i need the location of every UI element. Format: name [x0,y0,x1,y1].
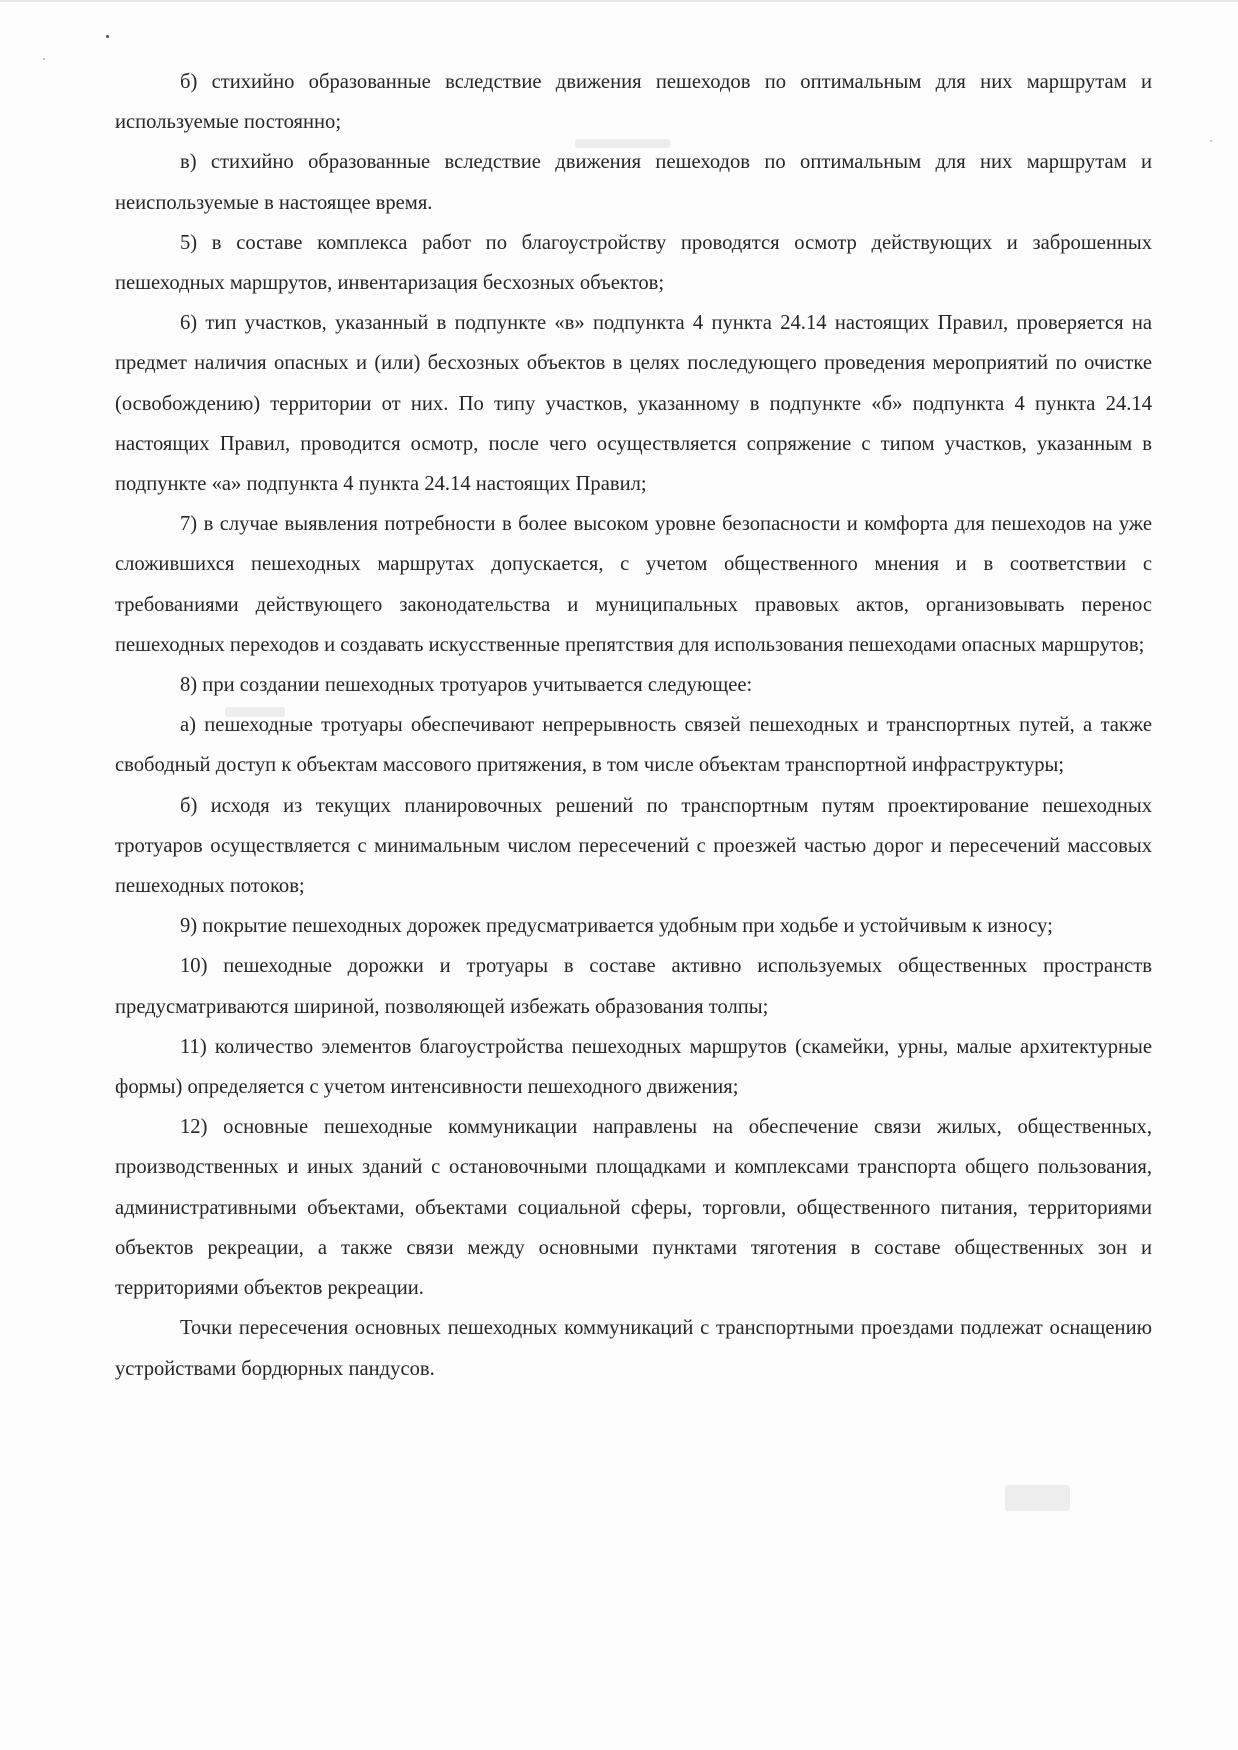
document-body [115,62,1152,1389]
paragraph-10: 10) пешеходные дорожки и тротуары в составе активно используемых общественных пространств предусматриваются шириной, позволяющей избежать образования толпы; [115,955,1152,1018]
scan-speck [106,35,109,38]
paragraph-8b: б) исходя из текущих планировочных решений по транспортным путям проектирование пешеходных тротуаров осуществляется с минимальным числом пересечений с проезжей частью дорог и пересечений массовых пешеходных потоков; [115,794,1152,898]
paragraph-11: 11) количество элементов благоустройства пешеходных маршрутов (скамейки, урны, малые архитектурные формы) определяется с учетом интенсивности пешеходного движения; [115,1035,1152,1099]
scan-speck [1210,140,1212,142]
paragraph-12: 12) основные пешеходные коммуникации направлены на обеспечение связи жилых, общественных, производственных и иных зданий с остановочными площадками и комплексами транспорта общего пользования, административными объектами, объектами социальной сферы, торговли, общественного питания, территориями объектов рекреации, а также связи между основными пунктами тяготения в составе общественных зон и территориями объектов рекреации. [115,1116,1152,1300]
paragraph-crossings: Точки пересечения основных пешеходных коммуникаций с транспортными проездами подлежат оснащению устройствами бордюрных пандусов. [115,1317,1152,1380]
scan-speck [43,58,45,60]
paragraph-4v: в) стихийно образованные вследствие движения пешеходов по оптимальным для них маршрутам и неиспользуемые в настоящее время. [115,151,1152,214]
scan-smudge [1005,1485,1070,1511]
paragraph-5: 5) в составе комплекса работ по благоустройству проводятся осмотр действующих и заброшенных пешеходных маршрутов, инвентаризация бесхозных объектов; [115,231,1152,295]
paragraph-7: 7) в случае выявления потребности в более высоком уровне безопасности и комфорта для пешеходов на уже сложившихся пешеходных маршрутах допускается, с учетом общественного мнения и в соответствии с требованиями действующего законодательства и муниципальных правовых актов, организовывать перенос пешеходных переходов и создавать искусственные препятствия для использования пешеходами опасных маршрутов; [115,513,1152,656]
paragraph-8: 8) при создании пешеходных тротуаров учитывается следующее: [180,674,753,697]
paragraph-8a: а) пешеходные тротуары обеспечивают непрерывность связей пешеходных и транспортных путей, а также свободный доступ к объектам массового притяжения, в том числе объектам транспортной инфраструктуры; [115,714,1152,777]
paragraph-9: 9) покрытие пешеходных дорожек предусматривается удобным при ходьбе и устойчивым к износу; [180,915,1053,938]
paragraph-4b: б) стихийно образованные вследствие движения пешеходов по оптимальным для них маршрутам и используемые постоянно; [115,71,1152,134]
scan-top-edge [0,0,1238,2]
paragraph-6: 6) тип участков, указанный в подпункте «в» подпункта 4 пункта 24.14 настоящих Правил, проверяется на предмет наличия опасных и (или) бесхозных объектов в целях последующего проведения мероприятий по очистке (освобождению) территории от них. По типу участков, указанному в подпункте «б» подпункта 4 пункта 24.14 настоящих Правил, проводится осмотр, после чего осуществляется сопряжение с типом участков, указанным в подпункте «а» подпункта 4 пункта 24.14 настоящих Правил; [115,312,1152,496]
